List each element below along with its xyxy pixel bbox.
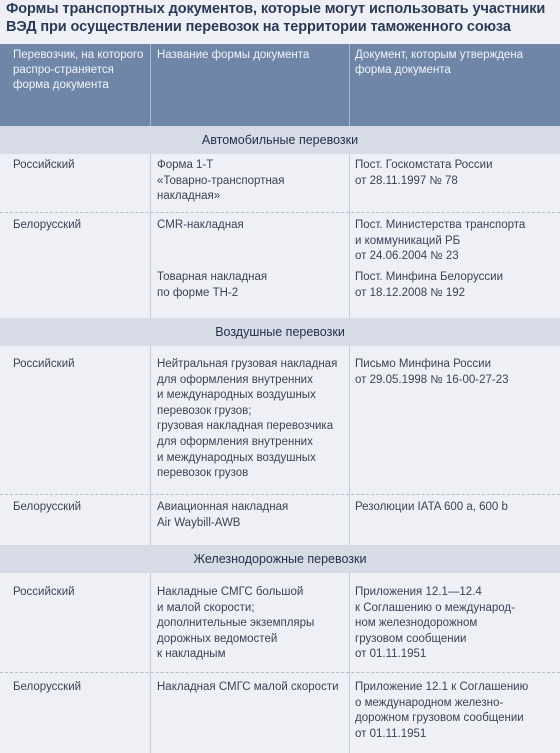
section-rail: Железнодорожные перевозки bbox=[0, 545, 560, 573]
row-separator bbox=[0, 494, 560, 496]
row-separator bbox=[0, 212, 560, 214]
row-form: Авиационная накладная Air Waybill-AWB bbox=[157, 501, 289, 529]
row-form: CMR-накладная bbox=[157, 219, 244, 231]
row-carrier: Белорусский bbox=[13, 681, 82, 693]
row-form: Накладные СМГС большой и малой скорости; дополнительные экземпляры дорожных ведомостей к накладным bbox=[157, 586, 315, 661]
header-divider bbox=[349, 44, 350, 126]
row-document: Приложение 12.1 к Соглашению о международном железно- дорожном грузовом сообщении от 01.11.1951 bbox=[355, 681, 529, 740]
row-carrier: Российский bbox=[13, 159, 75, 171]
row-document: Пост. Минфина Белоруссии от 18.12.2008 № 192 bbox=[355, 271, 504, 299]
row-carrier: Белорусский bbox=[13, 501, 82, 513]
row-document: Письмо Минфина России от 29.05.1998 № 16-00-27-23 bbox=[355, 358, 509, 386]
row-carrier: Российский bbox=[13, 358, 75, 370]
header-form-name: Название формы документа bbox=[157, 49, 310, 61]
header-carrier: Перевозчик, на которого распро-страняется форма документа bbox=[13, 49, 144, 91]
page-title: Формы транспортных документов, которые могут использовать участники ВЭД при осуществлении перевозок на территории таможенного союза bbox=[6, 1, 546, 35]
row-separator bbox=[0, 672, 560, 674]
table-header bbox=[0, 44, 560, 126]
column-divider bbox=[150, 126, 151, 753]
row-form: Накладная СМГС малой скорости bbox=[157, 681, 339, 693]
section-air: Воздушные перевозки bbox=[0, 318, 560, 346]
row-carrier: Белорусский bbox=[13, 219, 82, 231]
row-document: Пост. Министерства транспорта и коммуникаций РБ от 24.06.2004 № 23 bbox=[355, 219, 526, 263]
row-form: Форма 1-Т «Товарно-транспортная накладная» bbox=[157, 159, 285, 203]
row-document: Резолюции IATA 600 a, 600 b bbox=[355, 501, 508, 513]
section-auto: Автомобильные перевозки bbox=[0, 126, 560, 154]
row-form: Нейтральная грузовая накладная для оформления внутренних и международных воздушных перевозок грузов; грузовая накладная перевозчика для оформления внутренних и международных воздушных перевозок грузов bbox=[157, 358, 338, 480]
row-document: Пост. Госкомстата России от 28.11.1997 № 78 bbox=[355, 159, 493, 187]
row-document: Приложения 12.1—12.4 к Соглашению о международ- ном железнодорожном грузовом сообщении от 01.11.1951 bbox=[355, 586, 515, 661]
row-form: Товарная накладная по форме ТН-2 bbox=[157, 271, 268, 299]
row-carrier: Российский bbox=[13, 586, 75, 598]
header-approving-document: Документ, которым утверждена форма документа bbox=[355, 49, 524, 76]
column-divider bbox=[349, 126, 350, 753]
header-divider bbox=[150, 44, 151, 126]
